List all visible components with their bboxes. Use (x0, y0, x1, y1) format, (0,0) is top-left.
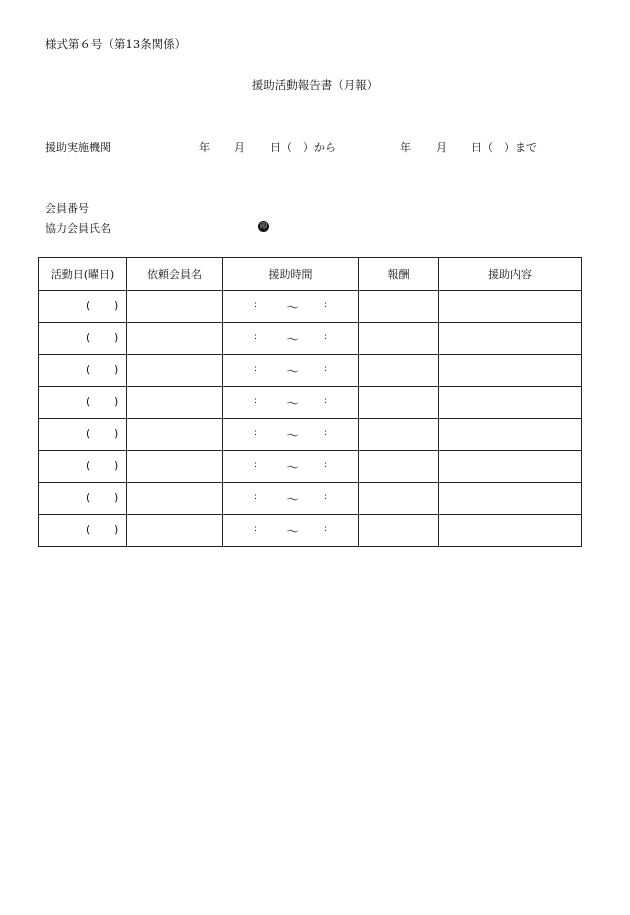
requesting-member-cell[interactable] (127, 355, 223, 387)
form-number: 様式第６号（第13条関係） (45, 37, 187, 51)
remuneration-cell[interactable] (359, 451, 439, 483)
table-row (39, 419, 582, 451)
table-row (39, 323, 582, 355)
activity-date-cell[interactable] (39, 419, 127, 451)
table-row (39, 483, 582, 515)
activity-date-cell[interactable] (39, 451, 127, 483)
header-support-time: 援助時間 (223, 258, 359, 291)
remuneration-cell[interactable] (359, 291, 439, 323)
requesting-member-cell[interactable] (127, 451, 223, 483)
support-time-cell[interactable] (223, 323, 359, 355)
date-paren-close: ) (114, 459, 119, 472)
support-time-cell[interactable] (223, 291, 359, 323)
support-content-cell[interactable] (439, 515, 582, 547)
support-time-cell[interactable] (223, 483, 359, 515)
time-tilde: 〜 (286, 397, 300, 412)
requesting-member-cell[interactable] (127, 515, 223, 547)
time-end-colon: : (324, 396, 328, 406)
document-title: 援助活動報告書（月報） (251, 78, 379, 92)
date-paren-open: ( (86, 523, 91, 536)
period-line (45, 139, 605, 155)
activity-date-cell[interactable] (39, 355, 127, 387)
header-remuneration: 報酬 (359, 258, 439, 291)
table-row (39, 291, 582, 323)
date-paren-open: ( (86, 395, 91, 408)
remuneration-cell[interactable] (359, 355, 439, 387)
time-tilde: 〜 (286, 493, 300, 508)
seal-icon: 印 (260, 222, 267, 230)
date-paren-close: ) (114, 491, 119, 504)
time-end-colon: : (324, 460, 328, 470)
time-end-colon: : (324, 364, 328, 374)
support-time-cell[interactable] (223, 451, 359, 483)
requesting-member-cell[interactable] (127, 387, 223, 419)
table-row (39, 387, 582, 419)
time-tilde: 〜 (286, 461, 300, 476)
member-number-label: 会員番号 (45, 202, 89, 215)
time-start-colon: : (254, 460, 258, 470)
time-start-colon: : (254, 396, 258, 406)
time-end-colon: : (324, 300, 328, 310)
remuneration-cell[interactable] (359, 323, 439, 355)
time-tilde: 〜 (286, 525, 300, 540)
header-activity-date: 活動日(曜日) (39, 258, 127, 291)
end-year: 年 (400, 141, 411, 154)
support-content-cell[interactable] (439, 451, 582, 483)
support-time-cell[interactable] (223, 387, 359, 419)
table-row (39, 355, 582, 387)
date-paren-close: ) (114, 523, 119, 536)
activity-date-cell[interactable] (39, 515, 127, 547)
time-start-colon: : (254, 524, 258, 534)
end-month: 月 (436, 141, 447, 154)
time-start-colon: : (254, 428, 258, 438)
date-paren-open: ( (86, 459, 91, 472)
header-support-content: 援助内容 (439, 258, 582, 291)
time-end-colon: : (324, 428, 328, 438)
report-table (38, 257, 582, 547)
start-year: 年 (199, 141, 210, 154)
time-tilde: 〜 (286, 429, 300, 444)
support-content-cell[interactable] (439, 387, 582, 419)
time-start-colon: : (254, 364, 258, 374)
support-time-cell[interactable] (223, 419, 359, 451)
date-paren-close: ) (114, 363, 119, 376)
member-name-label: 協力会員氏名 (45, 222, 111, 235)
activity-date-cell[interactable] (39, 387, 127, 419)
remuneration-cell[interactable] (359, 387, 439, 419)
period-label: 援助実施機関 (45, 141, 111, 154)
start-day: 日（ ）から (270, 141, 336, 154)
time-end-colon: : (324, 492, 328, 502)
requesting-member-cell[interactable] (127, 419, 223, 451)
support-time-cell[interactable] (223, 355, 359, 387)
support-content-cell[interactable] (439, 323, 582, 355)
support-time-cell[interactable] (223, 515, 359, 547)
support-content-cell[interactable] (439, 419, 582, 451)
time-start-colon: : (254, 300, 258, 310)
support-content-cell[interactable] (439, 355, 582, 387)
support-content-cell[interactable] (439, 291, 582, 323)
date-paren-open: ( (86, 363, 91, 376)
date-paren-open: ( (86, 331, 91, 344)
table-header-row (39, 258, 582, 291)
end-day: 日（ ）まで (471, 141, 537, 154)
time-tilde: 〜 (286, 333, 300, 348)
start-month: 月 (234, 141, 245, 154)
date-paren-open: ( (86, 427, 91, 440)
report-table-body (39, 291, 582, 547)
table-row (39, 515, 582, 547)
activity-date-cell[interactable] (39, 483, 127, 515)
header-requesting-member: 依頼会員名 (127, 258, 223, 291)
date-paren-open: ( (86, 491, 91, 504)
date-paren-close: ) (114, 427, 119, 440)
time-start-colon: : (254, 332, 258, 342)
date-paren-open: ( (86, 299, 91, 312)
time-end-colon: : (324, 524, 328, 534)
remuneration-cell[interactable] (359, 483, 439, 515)
date-paren-close: ) (114, 331, 119, 344)
date-paren-close: ) (114, 395, 119, 408)
activity-date-cell[interactable] (39, 323, 127, 355)
remuneration-cell[interactable] (359, 515, 439, 547)
time-start-colon: : (254, 492, 258, 502)
requesting-member-cell[interactable] (127, 323, 223, 355)
support-content-cell[interactable] (439, 483, 582, 515)
remuneration-cell[interactable] (359, 419, 439, 451)
table-row (39, 451, 582, 483)
time-end-colon: : (324, 332, 328, 342)
time-tilde: 〜 (286, 301, 300, 316)
requesting-member-cell[interactable] (127, 291, 223, 323)
time-tilde: 〜 (286, 365, 300, 380)
requesting-member-cell[interactable] (127, 483, 223, 515)
date-paren-close: ) (114, 299, 119, 312)
activity-date-cell[interactable] (39, 291, 127, 323)
